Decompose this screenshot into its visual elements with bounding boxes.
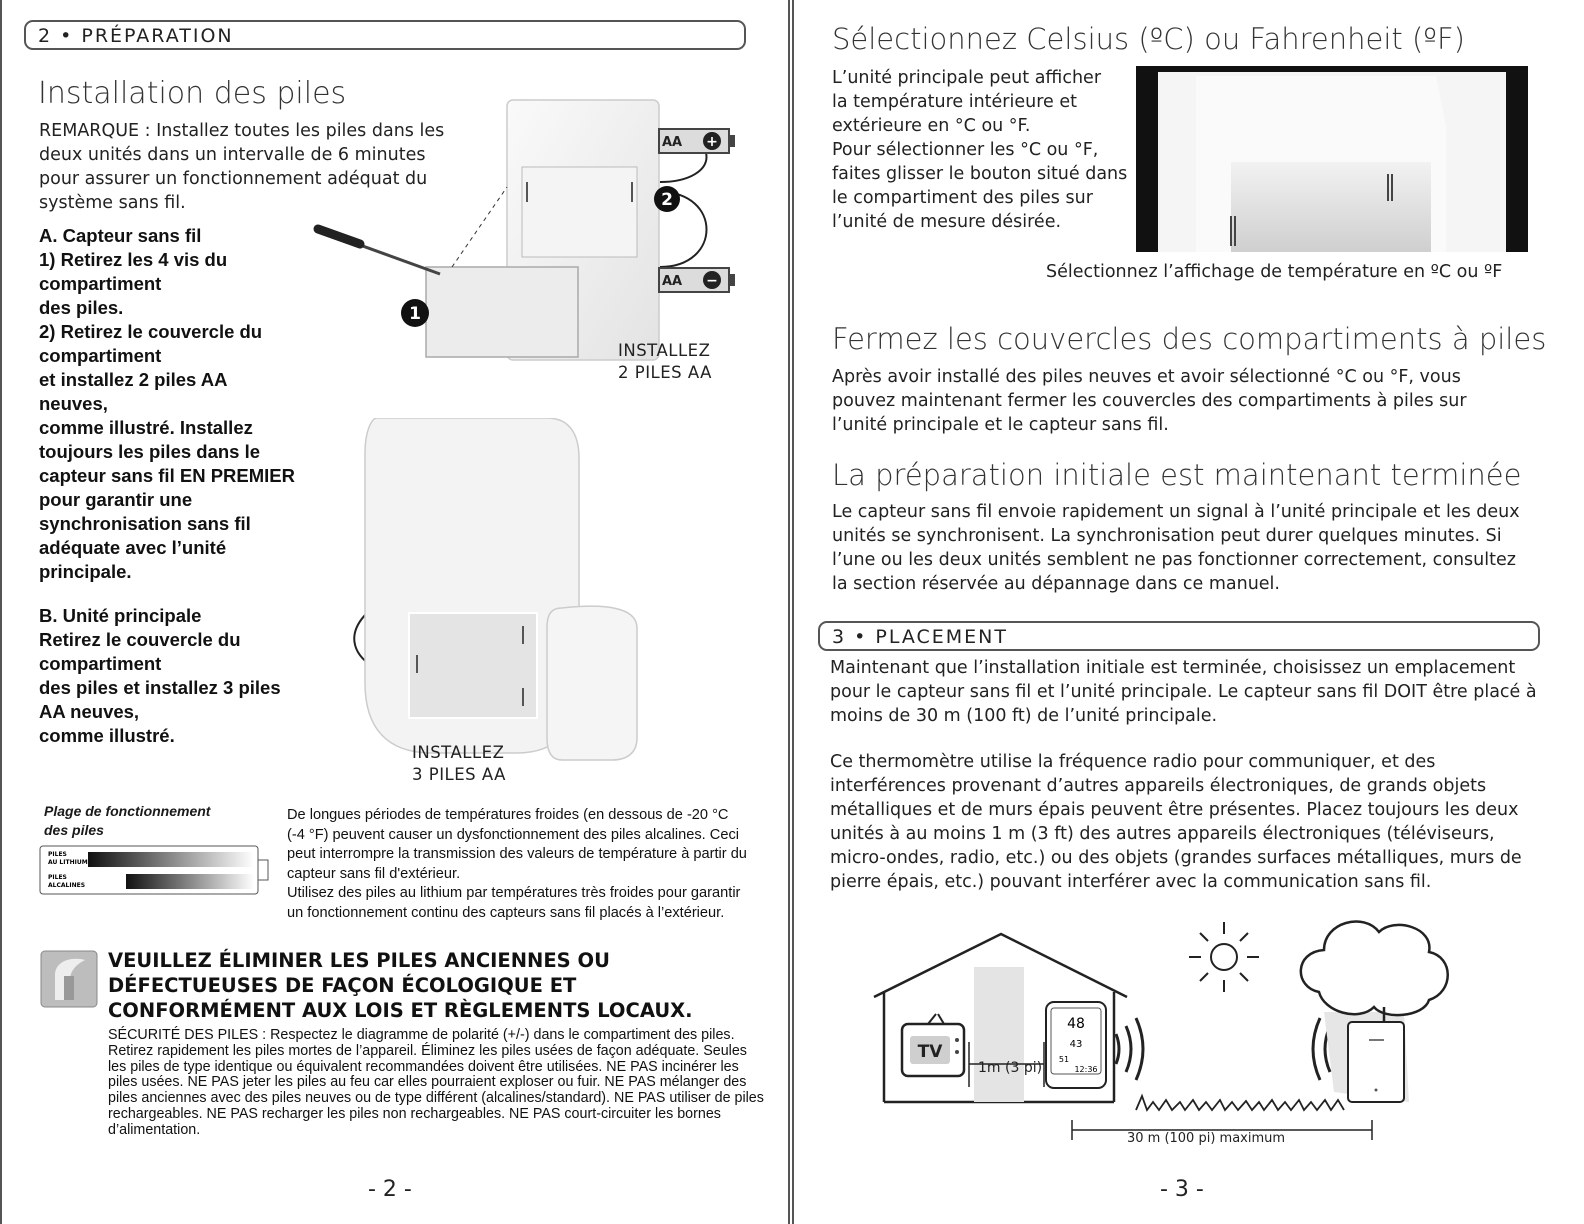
sensor-steps <box>39 224 329 584</box>
main-unit-battery-illustration <box>347 418 677 778</box>
sensor-step-line: 2) Retirez le couvercle du <box>39 321 263 342</box>
svg-text:48: 48 <box>1067 1016 1085 1032</box>
main-unit-steps <box>39 604 329 748</box>
main-unit-step-line: AA neuves, <box>39 701 140 722</box>
sensor-step-line: compartiment <box>39 345 162 366</box>
sensor-step-line: principale. <box>39 561 132 582</box>
svg-text:1: 1 <box>409 304 421 324</box>
tv-icon <box>902 1014 964 1076</box>
install-2-caption <box>618 340 712 384</box>
install-2-line1: INSTALLEZ <box>618 341 711 360</box>
close-covers-text: Après avoir installé des piles neuves et avoir sélectionné °C ou °F, vous pouvez maintenant fermer les couvercles des compartiments à piles sur l’unité principale et le capteur sans fil. <box>832 367 1467 435</box>
placement-text-2: Ce thermomètre utilise la fréquence radio pour communiquer, et des interférences provenant d’autres appareils électroniques, de grands objets métalliques et de murs épais peuvent être présentes. Placez toujours les deux unités à au moins 1 m (3 ft) des autres appareils électroniques (téléviseurs, micro-ondes, radio, etc.) ou des objets (grandes surfaces métalliques, murs de pierre épais, etc.) pouvant interférer avec la communication sans fil. <box>830 752 1522 892</box>
sun-icon <box>1189 922 1259 992</box>
svg-text:AA: AA <box>662 135 683 150</box>
celsius-text-line: extérieure en °C ou °F. <box>832 116 1031 136</box>
celsius-switch-illustration <box>1136 66 1528 254</box>
heading-close-covers: Fermez les couvercles des compartiments à piles <box>832 322 1547 356</box>
sensor-step-line: compartiment <box>39 273 162 294</box>
lithium-range-bar <box>88 852 254 867</box>
sensor-step-line: synchronisation sans fil <box>39 513 251 534</box>
svg-text:TV: TV <box>917 1042 943 1062</box>
main-unit-step-line: B. Unité principale <box>39 605 202 626</box>
main-unit-step-line: comme illustré. <box>39 725 175 746</box>
celsius-text-line: Pour sélectionner les °C ou °F, <box>832 140 1099 160</box>
wall-shade <box>974 967 1024 1102</box>
svg-text:51: 51 <box>1058 1055 1070 1064</box>
main-display-unit <box>1046 1002 1106 1088</box>
dispose-heading: VEUILLEZ ÉLIMINER LES PILES ANCIENNES OU DÉFECTUEUSES DE FAÇON ÉCOLOGIQUE ET CONFORMÉMENT AUX LOIS ET RÈGLEMENTS LOCAUX. <box>108 949 693 1022</box>
celsius-text-line: la température intérieure et <box>832 92 1077 112</box>
main-unit-step-line: Retirez le couvercle du <box>39 629 241 650</box>
sensor-step-line: A. Capteur sans fil <box>39 225 202 246</box>
cold-temp-text: De longues périodes de températures froides (en dessous de -20 °C (-4 °F) peuvent causer un dysfonctionnement des piles alcalines. Ceci peut interrompre la transmission des valeurs de température à partir du capteur sans fil d'extérieur. <box>287 807 747 882</box>
sensor-step-line: pour garantir une <box>39 489 193 510</box>
range-title <box>44 802 210 840</box>
celsius-text <box>832 66 1142 234</box>
install-3-line1: INSTALLEZ <box>412 743 505 762</box>
wireless-sensor-unit <box>1348 1022 1404 1102</box>
main-unit-cover <box>547 606 637 760</box>
heading-battery-install: Installation des piles <box>38 76 347 111</box>
battery-range-chart <box>38 844 272 898</box>
section-header-preparation: 2 • PRÉPARATION <box>24 20 746 50</box>
distance-30m-label: 30 m (100 pi) maximum <box>1126 1131 1286 1146</box>
install-3-caption <box>412 742 506 786</box>
lithium-advice-text: Utilisez des piles au lithium par températures très froides pour garantir un fonctionnement continu des capteurs sans fil placés à l’extérieur. <box>287 885 741 921</box>
main-unit-step-line: compartiment <box>39 653 162 674</box>
svg-text:−: − <box>706 273 718 289</box>
page-left <box>0 0 790 1224</box>
placement-diagram <box>864 912 1464 1152</box>
sensor-step-line: capteur sans fil EN PREMIER <box>39 465 295 486</box>
svg-text:ALCALINES: ALCALINES <box>48 882 86 889</box>
main-unit-step-line: des piles et installez 3 piles <box>39 677 281 698</box>
battery-bottom <box>659 268 735 292</box>
sensor-step-line: adéquate avec l’unité <box>39 537 227 558</box>
svg-text:43: 43 <box>1069 1039 1083 1050</box>
svg-text:PILES: PILES <box>48 851 67 858</box>
note-text: REMARQUE : Installez toutes les piles dans les deux unités dans un intervalle de 6 minutes pour assurer un fonctionnement adéquat du système sans fil. <box>39 121 445 213</box>
install-3-line2: 3 PILES AA <box>412 765 506 784</box>
celsius-text-line: L’unité principale peut afficher <box>832 68 1102 88</box>
screwdriver-icon <box>318 229 440 274</box>
signal-waves-main <box>1116 1018 1143 1080</box>
distance-1m-label: 1m (3 pi) <box>978 1060 1043 1076</box>
cold-temp-note <box>287 806 747 923</box>
battery-top <box>659 129 735 153</box>
sensor-step-line: et installez 2 piles AA <box>39 369 228 390</box>
grass-line <box>1136 1096 1344 1110</box>
sensor-step-line: neuves, <box>39 393 108 414</box>
page-number-right: - 3 - <box>1160 1177 1204 1202</box>
install-2-line2: 2 PILES AA <box>618 363 712 382</box>
heading-celsius: Sélectionnez Celsius (ºC) ou Fahrenheit (ºF) <box>832 22 1465 56</box>
celsius-text-line: l’unité de mesure désirée. <box>832 212 1062 232</box>
section-header-placement: 3 • PLACEMENT <box>818 621 1540 651</box>
svg-text:PILES: PILES <box>48 874 67 881</box>
sensor-step-line: toujours les piles dans le <box>39 441 261 462</box>
svg-text:AA: AA <box>662 274 683 289</box>
sensor-step-line: 1) Retirez les 4 vis du <box>39 249 228 270</box>
alkaline-range-bar <box>126 874 254 889</box>
page-right <box>792 0 1584 1224</box>
celsius-caption: Sélectionnez l’affichage de température en ºC ou ºF <box>1046 262 1503 282</box>
battery-safety-text: SÉCURITÉ DES PILES : Respectez le diagramme de polarité (+/-) dans le compartiment des piles. Retirez rapidement les piles mortes de l’appareil. Éliminez les piles usées de façon adéquate. Seules les piles de type identique ou équivalent recommandées doivent être utilisées. NE PAS incinérer les piles usées. NE PAS jeter les piles au feu car elles pourraient exploser ou fuir. NE PAS mélanger des piles anciennes avec des piles neuves ou de type différent (alcalines/standard). NE PAS utiliser de piles rechargeables. NE PAS recharger les piles non rechargeables. NE PAS court-circuiter les bornes d’alimentation. <box>108 1027 764 1138</box>
range-title-line1: Plage de fonctionnement <box>44 803 211 819</box>
svg-text:+: + <box>706 134 718 150</box>
sensor-step-line: des piles. <box>39 297 124 318</box>
setup-complete-text: Le capteur sans fil envoie rapidement un signal à l’unité principale et les deux unités se synchronisent. La synchronisation peut durer quelques minutes. Si l’une ou les deux unités semblent ne pas fonctionner correctement, consultez la section réservée au dépannage dans ce manuel. <box>832 502 1520 594</box>
svg-text:12:36: 12:36 <box>1074 1065 1098 1074</box>
recycle-icon <box>40 950 98 1008</box>
celsius-text-line: le compartiment des piles sur <box>832 188 1093 208</box>
page-number-left: - 2 - <box>368 1177 412 1202</box>
celsius-text-line: faites glisser le bouton situé dans <box>832 164 1128 184</box>
svg-text:2: 2 <box>661 190 673 210</box>
sensor-step-line: comme illustré. Installez <box>39 417 253 438</box>
step-2-badge <box>654 186 680 212</box>
svg-text:AU LITHIUM: AU LITHIUM <box>48 859 88 866</box>
range-title-line2: des piles <box>44 822 104 838</box>
battery-cover <box>426 267 578 357</box>
placement-text-1: Maintenant que l’installation initiale est terminée, choisissez un emplacement pour le capteur sans fil et l’unité principale. Le capteur sans fil DOIT être placé à moins de 30 m (100 ft) de l’unité principale. <box>830 658 1537 726</box>
heading-setup-complete: La préparation initiale est maintenant terminée <box>832 458 1522 492</box>
step-1-badge <box>401 299 429 327</box>
